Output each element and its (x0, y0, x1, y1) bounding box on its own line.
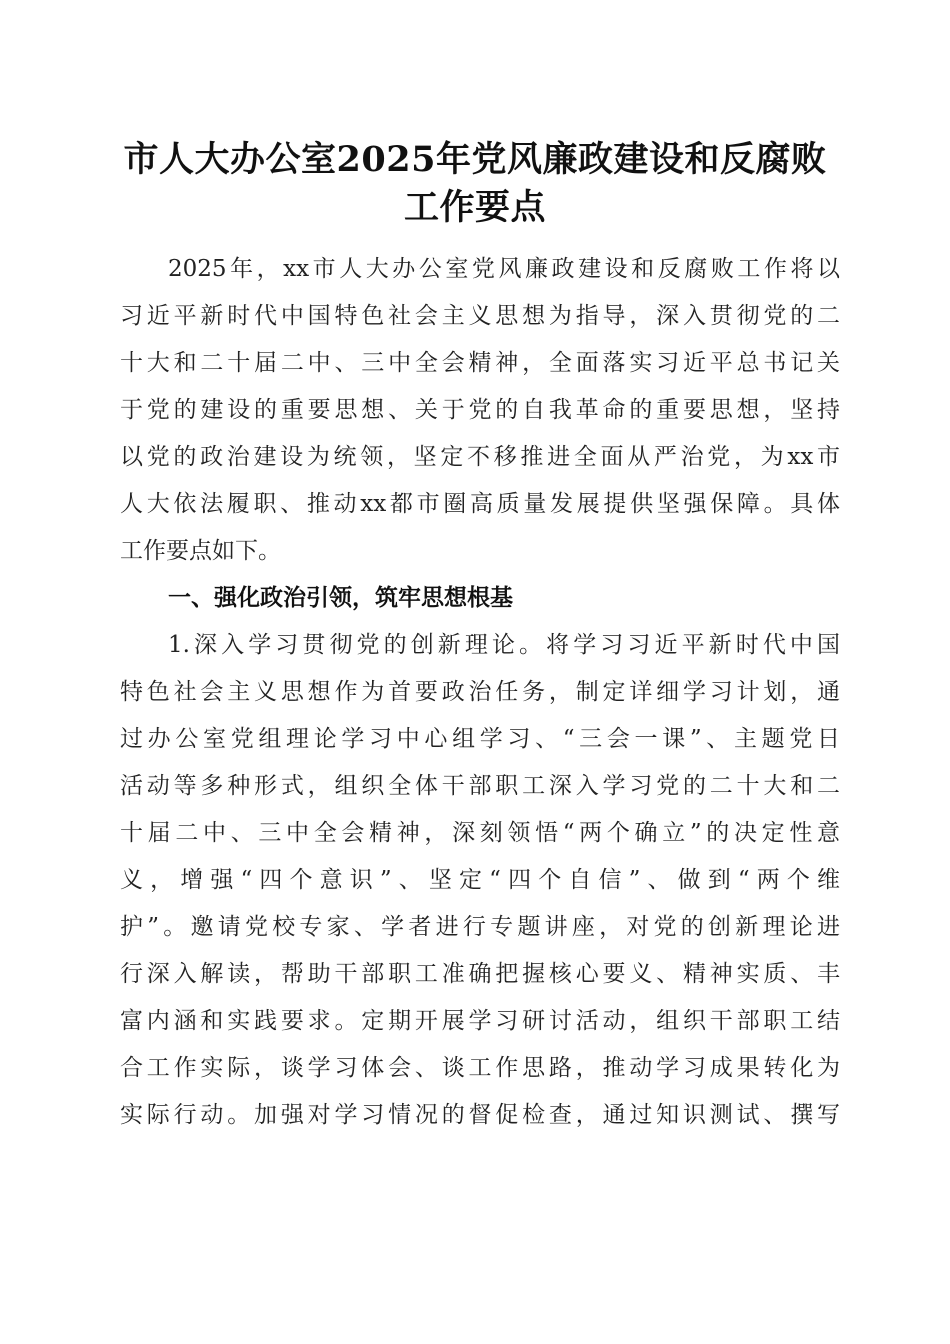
item-1-line: 十届二中、三中全会精神，深刻领悟“两个确立”的决定性意 (120, 820, 840, 846)
item-1-line: 实际行动。加强对学习情况的督促检查，通过知识测试、撰写 (120, 1102, 840, 1128)
item-1-line: 1.深入学习贯彻党的创新理论。将学习习近平新时代中国 (168, 632, 840, 658)
document-title-line-1: 市人大办公室2025年党风廉政建设和反腐败 (123, 139, 827, 180)
section-heading: 一、强化政治引领，筑牢思想根基 (168, 585, 513, 611)
item-1-line: 行深入解读，帮助干部职工准确把握核心要义、精神实质、丰 (120, 961, 840, 987)
item-1-line: 合工作实际，谈学习体会、谈工作思路，推动学习成果转化为 (120, 1055, 840, 1081)
item-1-line: 活动等多种形式，组织全体干部职工深入学习党的二十大和二 (120, 773, 840, 799)
intro-line: 2025年，xx市人大办公室党风廉政建设和反腐败工作将以 (168, 256, 840, 282)
intro-line: 习近平新时代中国特色社会主义思想为指导，深入贯彻党的二 (120, 303, 840, 329)
item-1-line: 富内涵和实践要求。定期开展学习研讨活动，组织干部职工结 (120, 1008, 840, 1034)
item-1-line: 护”。邀请党校专家、学者进行专题讲座，对党的创新理论进 (120, 914, 840, 940)
item-1-line: 义，增强“四个意识”、坚定“四个自信”、做到“两个维 (120, 867, 840, 893)
item-1-line: 过办公室党组理论学习中心组学习、“三会一课”、主题党日 (120, 726, 840, 752)
intro-line: 以党的政治建设为统领，坚定不移推进全面从严治党，为xx市 (120, 444, 840, 470)
intro-line: 工作要点如下。 (120, 538, 281, 564)
intro-line: 十大和二十届二中、三中全会精神，全面落实习近平总书记关 (120, 350, 840, 376)
item-1-line: 特色社会主义思想作为首要政治任务，制定详细学习计划，通 (120, 679, 840, 705)
intro-line: 人大依法履职、推动xx都市圈高质量发展提供坚强保障。具体 (120, 491, 840, 517)
document-title-line-2: 工作要点 (403, 187, 546, 228)
intro-line: 于党的建设的重要思想、关于党的自我革命的重要思想，坚持 (120, 397, 840, 423)
